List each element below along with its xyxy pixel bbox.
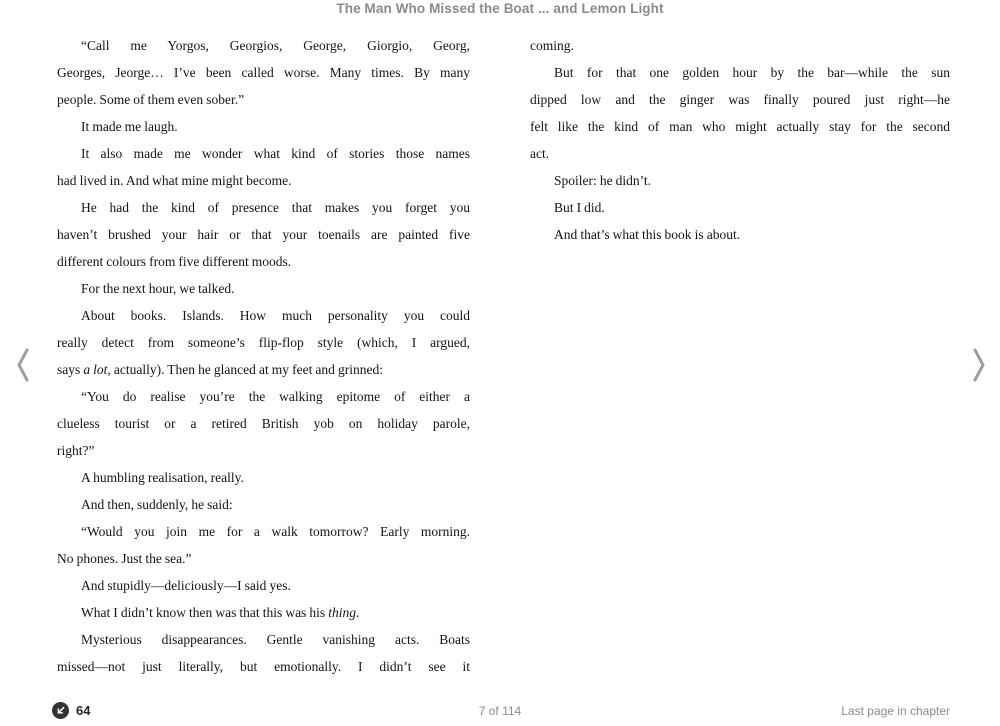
text-line: Mysterious disappearances. Gentle vanishing acts. Boats [81,632,470,647]
book-page-spread [57,32,950,680]
text-line: Spoiler: he didn’t. [554,173,652,188]
text-line: “Would you join me for a walk tomorrow? Early morning. [81,524,470,539]
text-line: A humbling realisation, really. [81,470,244,485]
text-line: But for that one golden hour by the bar—while the sun [554,65,950,80]
text-line: What I didn’t know then was that this was his thing. [81,605,360,620]
page-position-label: 7 of 114 [478,704,522,718]
chevron-right-icon [971,347,987,386]
text-line: clueless tourist or a retired British yob on holiday parole, [57,416,470,431]
text-line: And stupidly—deliciously—I said yes. [81,578,291,593]
text-line: says a lot, actually). Then he glanced at my feet and grinned: [57,362,383,377]
text-line: felt like the kind of man who might actually stay for the second [530,119,950,134]
text-line: And that’s what this book is about. [554,227,741,242]
text-line: It made me laugh. [81,119,178,134]
text-line: And then, suddenly, he said: [81,497,233,512]
text-line: dipped low and the ginger was finally poured just right—he [530,92,950,107]
text-line: About books. Islands. How much personality you could [81,308,470,323]
text-line: No phones. Just the sea.” [57,551,192,566]
text-line: It also made me wonder what kind of stories those names [81,146,470,161]
text-line: different colours from five different moods. [57,254,292,269]
text-line: had lived in. And what mine might become. [57,173,292,188]
text-line: right?” [57,443,95,458]
right-page-column [530,32,950,680]
text-line: coming. [530,38,574,53]
left-page-column [57,32,470,680]
text-line: people. Some of them even sober.” [57,92,245,107]
chevron-left-icon [15,347,31,386]
chapter-status-label: Last page in chapter [841,704,950,718]
chapter-title: The Man Who Missed the Boat ... and Lemon Light [336,1,664,16]
text-line: haven’t brushed your hair or that your toenails are painted five [57,227,470,242]
text-line: He had the kind of presence that makes you forget you [81,200,470,215]
previous-page-button[interactable] [12,346,34,386]
text-line: really detect from someone’s flip-flop style (which, I argued, [57,335,470,350]
text-line: But I did. [554,200,605,215]
text-line: act. [530,146,550,161]
back-page-number: 64 [76,703,91,718]
text-line: “You do realise you’re the walking epitome of either a [81,389,470,404]
text-line: “Call me Yorgos, Georgios, George, Giorgio, Georg, [81,38,470,53]
text-line: missed—not just literally, but emotionally. I didn’t see it [57,659,470,674]
text-line: For the next hour, we talked. [81,281,235,296]
text-line: Georges, Jeorge… I’ve been called worse. Many times. By many [57,65,470,80]
next-page-button[interactable] [968,346,990,386]
